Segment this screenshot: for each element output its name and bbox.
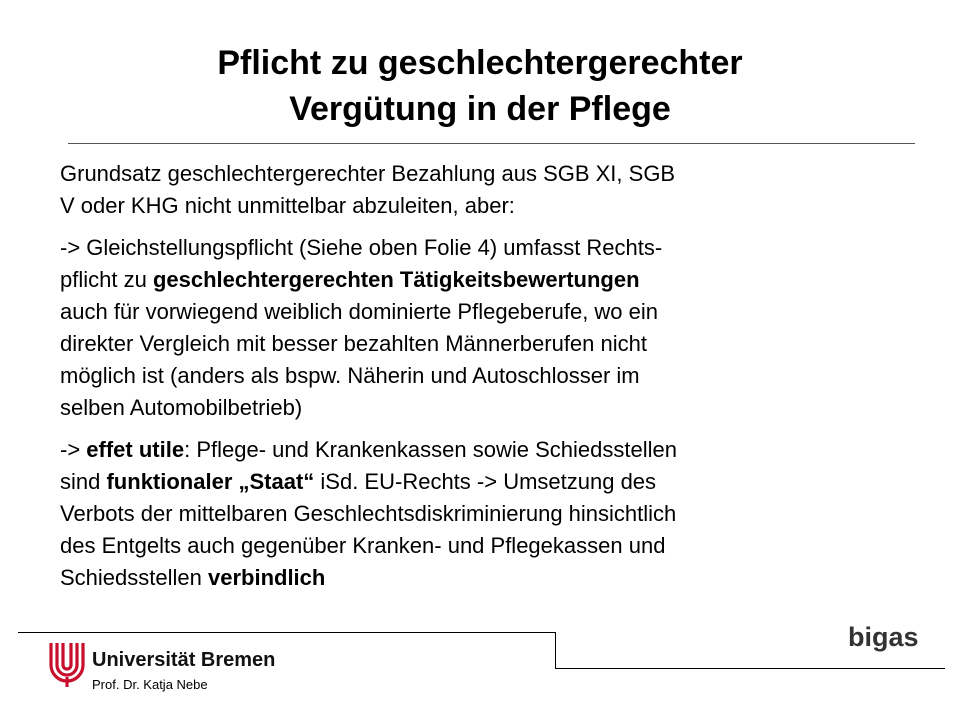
text-line: des Entgelts auch gegenüber Kranken- und Pflegekassen und [60,533,666,558]
text-line: Verbots der mittelbaren Geschlechtsdiskriminierung hinsichtlich [60,501,677,526]
paragraph-equality-duty [60,232,890,424]
text-segment: : Pflege- und Krankenkassen sowie Schiedsstellen [184,437,677,462]
text-line: V oder KHG nicht unmittelbar abzuleiten, aber: [60,193,515,218]
text-line: möglich ist (anders als bspw. Näherin und Autoschlosser im [60,363,640,388]
text-segment: sind [60,469,107,494]
text-line: -> Gleichstellungspflicht (Siehe oben Folie 4) umfasst Rechts- [60,235,663,260]
text-line [60,562,890,594]
text-line [60,466,890,498]
text-segment: pflicht zu [60,267,153,292]
emphasis-text: verbindlich [207,565,326,590]
text-line [60,434,890,466]
text-line: direkter Vergleich mit besser bezahlten Männerberufen nicht [60,331,647,356]
emphasis-text: effet utile [86,437,185,462]
text-segment: iSd. EU-Rechts -> Umsetzung des [314,469,657,494]
emphasis-text: geschlechtergerechten Tätigkeitsbewertungen [152,267,640,292]
footer-divider-left [18,632,556,633]
footer-divider-step [555,632,556,669]
text-segment: -> [60,437,87,462]
text-line: selben Automobilbetrieb) [60,395,303,420]
author-name: Prof. Dr. Katja Nebe [92,677,208,692]
text-line: auch für vorwiegend weiblich dominierte Pflegeberufe, wo ein [60,299,659,324]
slide-title-line-1: Pflicht zu geschlechtergerechter [217,44,743,82]
title-divider [68,143,915,144]
text-segment: Schiedsstellen [60,565,208,590]
bigas-logo: bigas [848,622,919,652]
slide-body [60,158,890,594]
footer-divider-right [555,668,945,669]
text-line: Grundsatz geschlechtergerechter Bezahlung aus SGB XI, SGB [60,161,676,186]
university-logo-icon [47,641,87,687]
slide-title-line-2: Vergütung in der Pflege [289,90,671,128]
slide-title [0,40,960,132]
paragraph-effet-utile [60,434,890,594]
emphasis-text: funktionaler „Staat“ [106,469,315,494]
university-name: Universität Bremen [92,649,276,671]
paragraph-principle [60,158,890,222]
text-line [60,264,890,296]
